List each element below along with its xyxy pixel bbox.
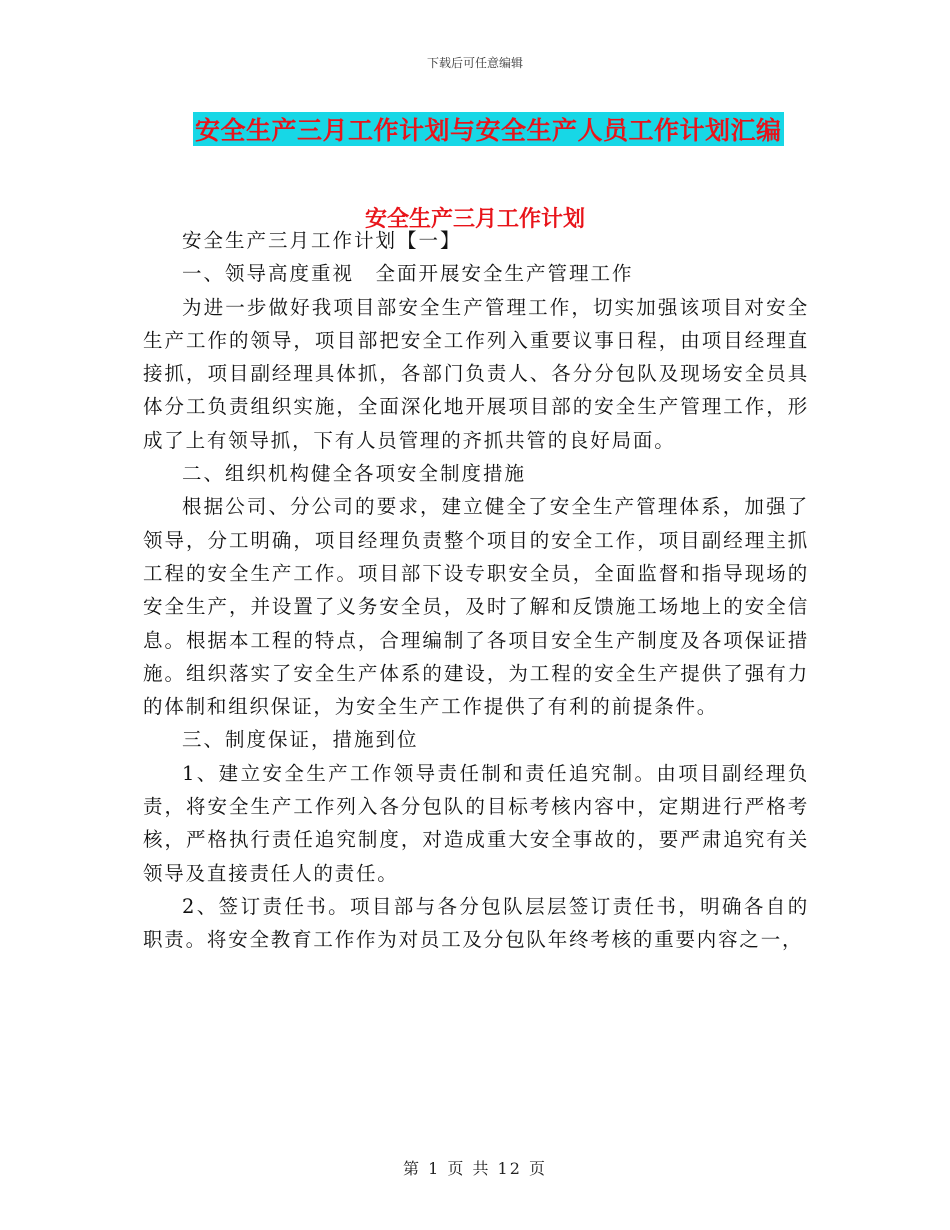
paragraph-body-1: 为进一步做好我项目部安全生产管理工作，切实加强该项目对安全生产工作的领导，项目部把安全工作列入重要议事日程，由项目经理直接抓，项目副经理具体抓，各部门负责人、各分分包队及现场安全员具体分工负责组织实施，全面深化地开展项目部的安全生产管理工作，形成了上有领导抓，下有人员管理的齐抓共管的良好局面。	[143, 295, 809, 452]
main-title-highlight	[193, 112, 784, 146]
document-body	[143, 224, 809, 957]
paragraph-item-1: 1、建立安全生产工作领导责任制和责任追究制。由项目副经理负责，将安全生产工作列入各分包队的目标考核内容中，定期进行严格考核，严格执行责任追究制度，对造成重大安全事故的，要严肃追究有关领导及直接责任人的责任。	[143, 761, 809, 885]
paragraph-heading-3: 三、制度保证，措施到位	[182, 728, 419, 752]
paragraph-heading-2: 二、组织机构健全各项安全制度措施	[182, 462, 527, 486]
main-title: 安全生产三月工作计划与安全生产人员工作计划汇编	[195, 116, 782, 145]
header-note: 下载后可任意编辑	[426, 56, 523, 70]
page-footer: 第 1 页 共 12 页	[403, 1159, 547, 1178]
section-title: 安全生产三月工作计划	[364, 207, 585, 232]
paragraph-body-2: 根据公司、分公司的要求，建立健全了安全生产管理体系，加强了领导，分工明确，项目经理负责整个项目的安全工作，项目副经理主抓工程的安全生产工作。项目部下设专职安全员，全面监督和指导现场的安全生产，并设置了义务安全员，及时了解和反馈施工场地上的安全信息。根据本工程的特点，合理编制了各项目安全生产制度及各项保证措施。组织落实了安全生产体系的建设，为工程的安全生产提供了强有力的体制和组织保证，为安全生产工作提供了有利的前提条件。	[143, 495, 809, 719]
paragraph-plan-heading: 安全生产三月工作计划【一】	[182, 229, 462, 252]
paragraph-item-2: 2、签订责任书。项目部与各分包队层层签订责任书，明确各自的职责。将安全教育工作作为对员工及分包队年终考核的重要内容之一，	[143, 894, 809, 952]
paragraph-heading-1: 一、领导高度重视 全面开展安全生产管理工作	[182, 262, 634, 286]
